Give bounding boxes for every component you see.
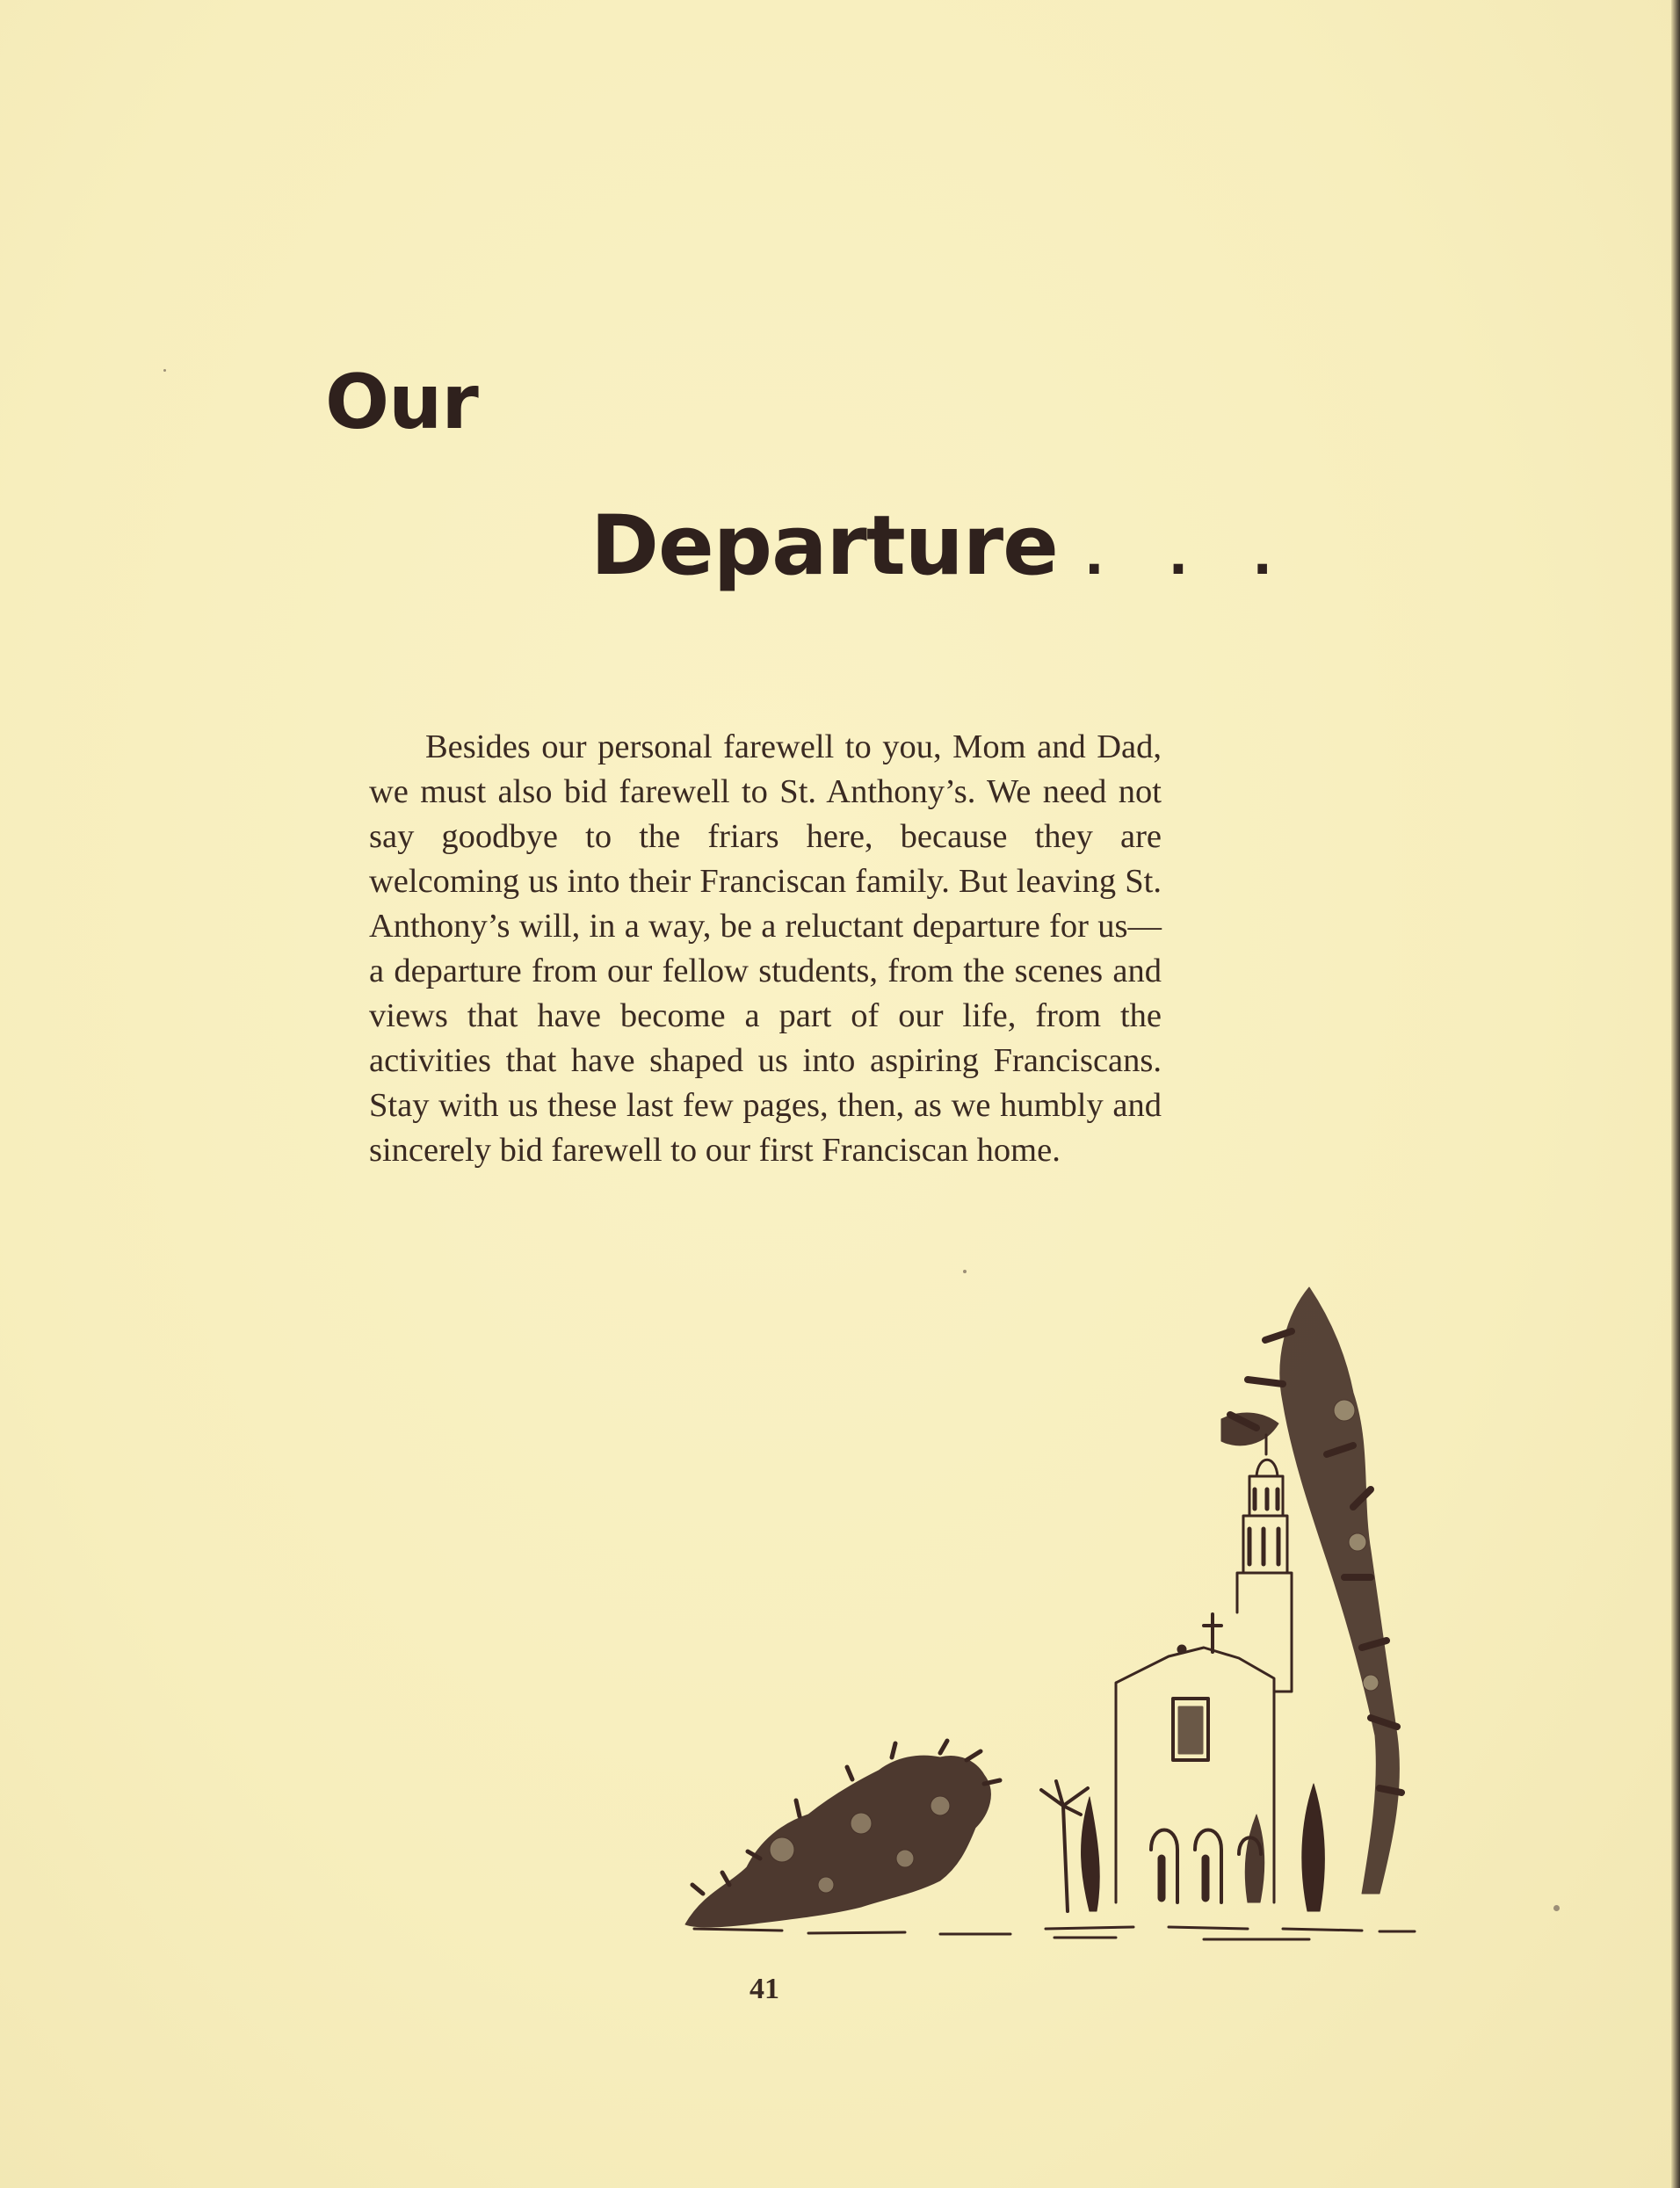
paper-speck <box>163 369 166 372</box>
body-paragraph: Besides our personal farewell to you, Mom and Dad, we must also bid farewell to St. Anthony’s. We need not say goodbye to the friars here, because they are welcoming us into their Franciscan family. But leaving St. Anthony’s will, in a way, be a reluctant departure for us— a departure from our fellow students, from the scenes and views that have become a part of our life, from the activities that have shaped us into aspiring Franciscans. Stay with us these last few pages, then, as we humbly and sincerely bid farewell to our first Franciscan home. <box>369 728 1162 1169</box>
page-number: 41 <box>749 1973 779 2005</box>
bell-tower <box>1237 1435 1292 1692</box>
ground-lines <box>694 1927 1415 1939</box>
title-departure-word: Departure <box>590 498 1058 594</box>
shrubbery-left <box>685 1741 1000 1927</box>
paper-speck <box>1553 1905 1560 1911</box>
paper-speck <box>963 1270 967 1273</box>
cypress-trees <box>1041 1781 1324 1911</box>
page-title-line-2 <box>590 498 1295 594</box>
church-illustration <box>677 1279 1423 1946</box>
title-ellipsis: . . . <box>1083 525 1295 587</box>
page-edge <box>1671 0 1680 2188</box>
page-title-line-1: Our <box>325 359 478 446</box>
